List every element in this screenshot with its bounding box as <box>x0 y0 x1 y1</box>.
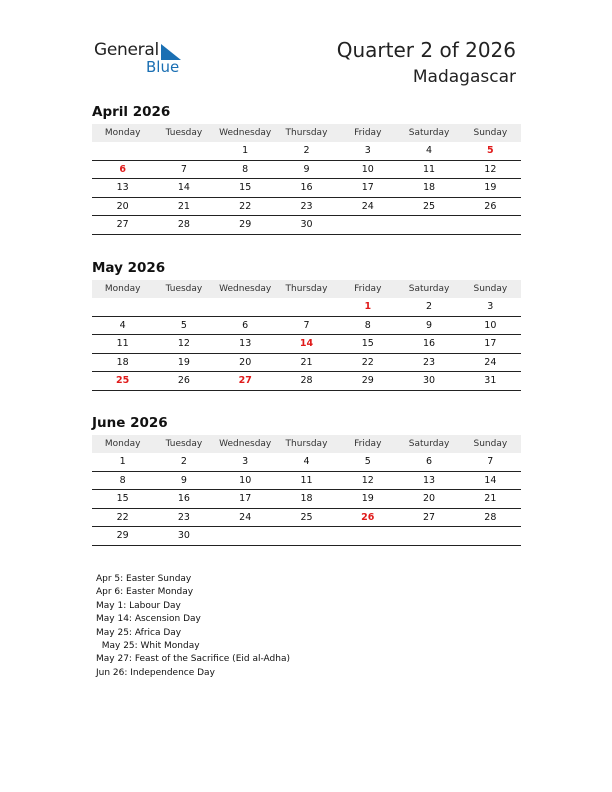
week-row <box>92 298 521 317</box>
weekday-label: Wednesday <box>219 439 272 449</box>
day-cell: 1 <box>364 301 372 312</box>
day-cell: 8 <box>242 163 249 175</box>
day-cell: 14 <box>484 474 497 486</box>
day-cell <box>337 216 398 234</box>
day-cell: 7 <box>303 319 310 331</box>
weekday-label: Monday <box>104 284 141 294</box>
weekday-header <box>92 435 521 453</box>
day-cell: 27 <box>116 219 129 230</box>
day-cell: 14 <box>299 338 314 349</box>
day-cell: 18 <box>116 356 129 368</box>
week-row <box>92 161 521 180</box>
day-cell: 21 <box>484 493 497 504</box>
day-cell: 10 <box>239 474 252 486</box>
weekday-label: Saturday <box>408 128 450 138</box>
week-row <box>92 453 521 472</box>
day-cell: 10 <box>361 163 374 175</box>
day-cell: 8 <box>364 319 371 331</box>
weekday-header <box>92 124 521 142</box>
day-cell: 20 <box>423 493 436 504</box>
day-cell: 16 <box>423 338 436 349</box>
week-row <box>92 490 521 509</box>
day-cell: 17 <box>484 338 497 349</box>
day-cell: 25 <box>423 200 436 212</box>
weekday-label: Tuesday <box>165 128 203 138</box>
day-cell: 30 <box>177 530 190 541</box>
day-cell: 12 <box>484 163 497 175</box>
day-cell: 4 <box>119 319 126 331</box>
week-row <box>92 472 521 491</box>
day-cell: 15 <box>361 338 374 349</box>
day-cell: 29 <box>116 530 129 541</box>
day-cell: 28 <box>300 375 313 386</box>
day-cell: 19 <box>177 356 190 368</box>
day-cell: 22 <box>116 511 129 523</box>
day-cell: 15 <box>239 182 252 193</box>
month-april <box>92 104 521 235</box>
weekday-label: Thursday <box>285 128 328 138</box>
day-cell: 18 <box>423 182 436 193</box>
day-cell: 13 <box>116 182 129 193</box>
weekday-label: Wednesday <box>219 128 272 138</box>
logo-general-text: General <box>94 40 159 60</box>
weekday-label: Thursday <box>285 439 328 449</box>
day-cell: 23 <box>423 356 436 368</box>
day-cell: 7 <box>180 163 187 175</box>
day-cell: 3 <box>364 145 371 156</box>
day-cell: 8 <box>119 474 126 486</box>
weekday-label: Friday <box>354 439 382 449</box>
week-row <box>92 335 521 354</box>
day-cell: 3 <box>487 301 494 312</box>
day-cell: 16 <box>177 493 190 504</box>
day-cell: 6 <box>119 163 126 175</box>
weekday-label: Thursday <box>285 284 328 294</box>
weekday-label: Monday <box>104 128 141 138</box>
day-cell: 18 <box>300 493 313 504</box>
day-cell: 4 <box>426 145 433 156</box>
weekday-label: Monday <box>104 439 141 449</box>
holiday-note: Jun 26: Independence Day <box>96 667 215 678</box>
day-cell: 7 <box>487 456 494 467</box>
week-row <box>92 216 521 235</box>
weekday-label: Tuesday <box>165 439 203 449</box>
day-cell: 24 <box>239 511 252 523</box>
day-cell: 14 <box>177 182 190 193</box>
holiday-note: May 27: Feast of the Sacrifice (Eid al-Adha) <box>96 654 290 665</box>
day-cell: 9 <box>426 319 433 331</box>
day-cell: 29 <box>361 375 374 386</box>
day-cell: 29 <box>239 219 252 230</box>
day-cell: 23 <box>300 200 313 212</box>
day-cell: 12 <box>361 474 374 486</box>
day-cell: 21 <box>177 200 190 212</box>
day-cell <box>276 527 337 545</box>
day-cell: 9 <box>180 474 187 486</box>
holiday-note: May 25: Whit Monday <box>96 641 200 652</box>
month-title: June 2026 <box>92 415 168 431</box>
day-cell: 22 <box>361 356 374 368</box>
day-cell: 11 <box>300 474 313 486</box>
day-cell: 6 <box>242 319 249 331</box>
day-cell <box>276 298 337 316</box>
day-cell <box>92 298 153 316</box>
week-row <box>92 509 521 528</box>
month-title: May 2026 <box>92 260 166 276</box>
generalblue-logo <box>94 40 194 80</box>
day-cell <box>215 527 276 545</box>
holiday-list <box>96 573 290 680</box>
weekday-label: Sunday <box>473 284 508 294</box>
logo-blue-text: Blue <box>146 58 180 76</box>
day-cell: 19 <box>484 182 497 193</box>
day-cell: 22 <box>239 200 252 212</box>
day-cell: 4 <box>303 456 310 467</box>
week-row <box>92 198 521 217</box>
holiday-note: Apr 5: Easter Sunday <box>96 574 192 584</box>
day-cell: 1 <box>242 145 249 156</box>
day-cell: 5 <box>180 319 187 331</box>
day-cell: 30 <box>423 375 436 386</box>
day-cell: 11 <box>423 163 436 175</box>
day-cell <box>153 298 214 316</box>
page-title: Quarter 2 of 2026 <box>336 38 516 62</box>
day-cell: 27 <box>423 511 436 523</box>
week-row <box>92 142 521 161</box>
day-cell <box>92 142 153 160</box>
day-cell: 2 <box>303 145 310 156</box>
month-june <box>92 415 521 546</box>
day-cell: 24 <box>361 200 374 212</box>
week-row <box>92 354 521 373</box>
day-cell: 27 <box>238 375 252 386</box>
day-cell: 2 <box>426 301 433 312</box>
day-cell <box>337 527 398 545</box>
weekday-label: Saturday <box>408 439 450 449</box>
day-cell: 12 <box>177 338 190 349</box>
week-row <box>92 179 521 198</box>
day-cell: 15 <box>116 493 129 504</box>
month-may <box>92 260 521 391</box>
day-cell: 5 <box>364 456 371 467</box>
day-cell <box>460 527 521 545</box>
day-cell: 11 <box>116 338 129 349</box>
day-cell: 31 <box>484 375 497 386</box>
day-cell: 30 <box>300 219 313 230</box>
day-cell <box>398 527 459 545</box>
day-cell <box>215 298 276 316</box>
day-cell <box>398 216 459 234</box>
day-cell: 21 <box>300 356 313 368</box>
day-cell: 6 <box>426 456 433 467</box>
day-cell: 24 <box>484 356 497 368</box>
month-title: April 2026 <box>92 104 171 120</box>
weekday-label: Tuesday <box>165 284 203 294</box>
day-cell: 20 <box>239 356 252 368</box>
day-cell: 26 <box>361 511 375 523</box>
day-cell: 9 <box>303 163 310 175</box>
day-cell: 19 <box>361 493 374 504</box>
holiday-note: May 14: Ascension Day <box>96 614 201 625</box>
day-cell: 28 <box>484 511 497 523</box>
day-cell: 25 <box>116 375 130 386</box>
weekday-label: Sunday <box>473 439 508 449</box>
day-cell: 13 <box>239 338 252 349</box>
day-cell: 17 <box>361 182 374 193</box>
weekday-label: Sunday <box>473 128 508 138</box>
day-cell <box>153 142 214 160</box>
day-cell: 28 <box>177 219 190 230</box>
holiday-note: Apr 6: Easter Monday <box>96 587 194 598</box>
day-cell: 25 <box>300 511 313 523</box>
weekday-label: Friday <box>354 284 382 294</box>
day-cell: 3 <box>242 456 249 467</box>
day-cell: 23 <box>177 511 190 523</box>
weekday-label: Wednesday <box>219 284 272 294</box>
week-row <box>92 317 521 336</box>
day-cell: 16 <box>300 182 313 193</box>
country-name: Madagascar <box>412 67 516 87</box>
week-row <box>92 527 521 546</box>
weekday-header <box>92 280 521 298</box>
day-cell: 1 <box>119 456 126 467</box>
day-cell: 20 <box>116 200 129 212</box>
holiday-note: May 25: Africa Day <box>96 627 182 638</box>
day-cell: 10 <box>484 319 497 331</box>
week-row <box>92 372 521 391</box>
day-cell: 26 <box>484 200 497 212</box>
day-cell: 13 <box>423 474 436 486</box>
weekday-label: Friday <box>354 128 382 138</box>
holiday-note: May 1: Labour Day <box>96 600 181 611</box>
day-cell: 5 <box>487 145 494 156</box>
day-cell: 17 <box>239 493 252 504</box>
day-cell: 2 <box>180 456 187 467</box>
weekday-label: Saturday <box>408 284 450 294</box>
day-cell: 26 <box>177 375 190 386</box>
day-cell <box>460 216 521 234</box>
